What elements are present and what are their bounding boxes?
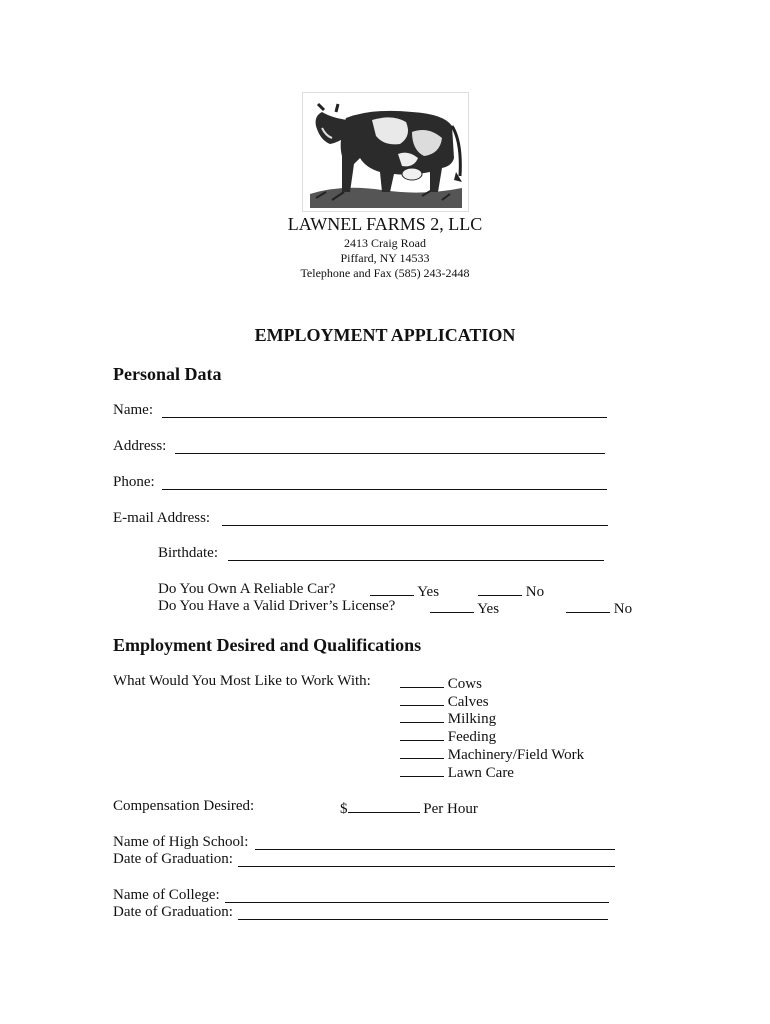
license-no-label: No xyxy=(613,601,633,617)
license-no-blank[interactable] xyxy=(566,598,610,613)
work-option-label: Calves xyxy=(447,694,489,710)
birthdate-field[interactable] xyxy=(228,545,604,561)
birthdate-label: Birthdate: xyxy=(158,545,218,561)
college-graduation-field[interactable] xyxy=(238,904,608,920)
form-title: EMPLOYMENT APPLICATION xyxy=(254,325,516,345)
work-option-blank[interactable] xyxy=(400,762,444,777)
high-school-field[interactable] xyxy=(255,834,615,850)
compensation-label: Compensation Desired: xyxy=(113,798,255,814)
car-no-label: No xyxy=(525,584,545,600)
car-yes-label: Yes xyxy=(417,584,440,600)
college-graduation-label: Date of Graduation: xyxy=(113,904,233,920)
work-option-label: Cows xyxy=(447,676,482,692)
work-option-blank[interactable] xyxy=(400,744,444,759)
company-address-line1: 2413 Craig Road xyxy=(344,236,426,250)
work-option-blank[interactable] xyxy=(400,673,444,688)
work-option-lawn-care[interactable] xyxy=(400,762,514,782)
company-contact: Telephone and Fax (585) 243-2448 xyxy=(300,266,470,280)
work-option-blank[interactable] xyxy=(400,691,444,706)
license-yes-option[interactable] xyxy=(430,598,499,618)
name-field[interactable] xyxy=(162,402,607,418)
license-question: Do You Have a Valid Driver’s License? xyxy=(158,598,396,614)
college-field[interactable] xyxy=(225,887,609,903)
work-option-label: Machinery/Field Work xyxy=(447,747,585,763)
license-yes-blank[interactable] xyxy=(430,598,474,613)
work-option-blank[interactable] xyxy=(400,726,444,741)
high-school-label: Name of High School: xyxy=(113,834,249,850)
compensation-field[interactable] xyxy=(340,798,478,818)
cow-woodcut-icon xyxy=(302,92,469,212)
work-option-feeding[interactable] xyxy=(400,726,496,746)
car-question: Do You Own A Reliable Car? xyxy=(158,581,336,597)
per-hour-label: Per Hour xyxy=(423,801,478,817)
work-option-machinery[interactable] xyxy=(400,744,584,764)
work-option-label: Feeding xyxy=(447,729,497,745)
name-label: Name: xyxy=(113,402,153,418)
currency-symbol: $ xyxy=(340,801,348,817)
phone-label: Phone: xyxy=(113,474,155,490)
email-field[interactable] xyxy=(222,510,608,526)
address-label: Address: xyxy=(113,438,167,454)
car-no-blank[interactable] xyxy=(478,581,522,596)
personal-data-heading: Personal Data xyxy=(113,364,222,384)
company-address-line2: Piffard, NY 14533 xyxy=(340,251,430,265)
college-label: Name of College: xyxy=(113,887,220,903)
company-name: LAWNEL FARMS 2, LLC xyxy=(287,214,483,234)
work-option-label: Milking xyxy=(447,711,497,727)
work-option-milking[interactable] xyxy=(400,708,496,728)
hs-graduation-label: Date of Graduation: xyxy=(113,851,233,867)
compensation-blank[interactable] xyxy=(348,798,420,813)
license-yes-label: Yes xyxy=(477,601,500,617)
address-field[interactable] xyxy=(175,438,605,454)
license-no-option[interactable] xyxy=(566,598,632,618)
work-option-label: Lawn Care xyxy=(447,765,514,781)
car-yes-blank[interactable] xyxy=(370,581,414,596)
hs-graduation-field[interactable] xyxy=(238,851,615,867)
employment-heading: Employment Desired and Qualifications xyxy=(113,635,422,655)
work-option-cows[interactable] xyxy=(400,673,482,693)
email-label: E-mail Address: xyxy=(113,510,211,526)
work-question: What Would You Most Like to Work With: xyxy=(113,673,371,689)
work-option-blank[interactable] xyxy=(400,708,444,723)
phone-field[interactable] xyxy=(162,474,607,490)
